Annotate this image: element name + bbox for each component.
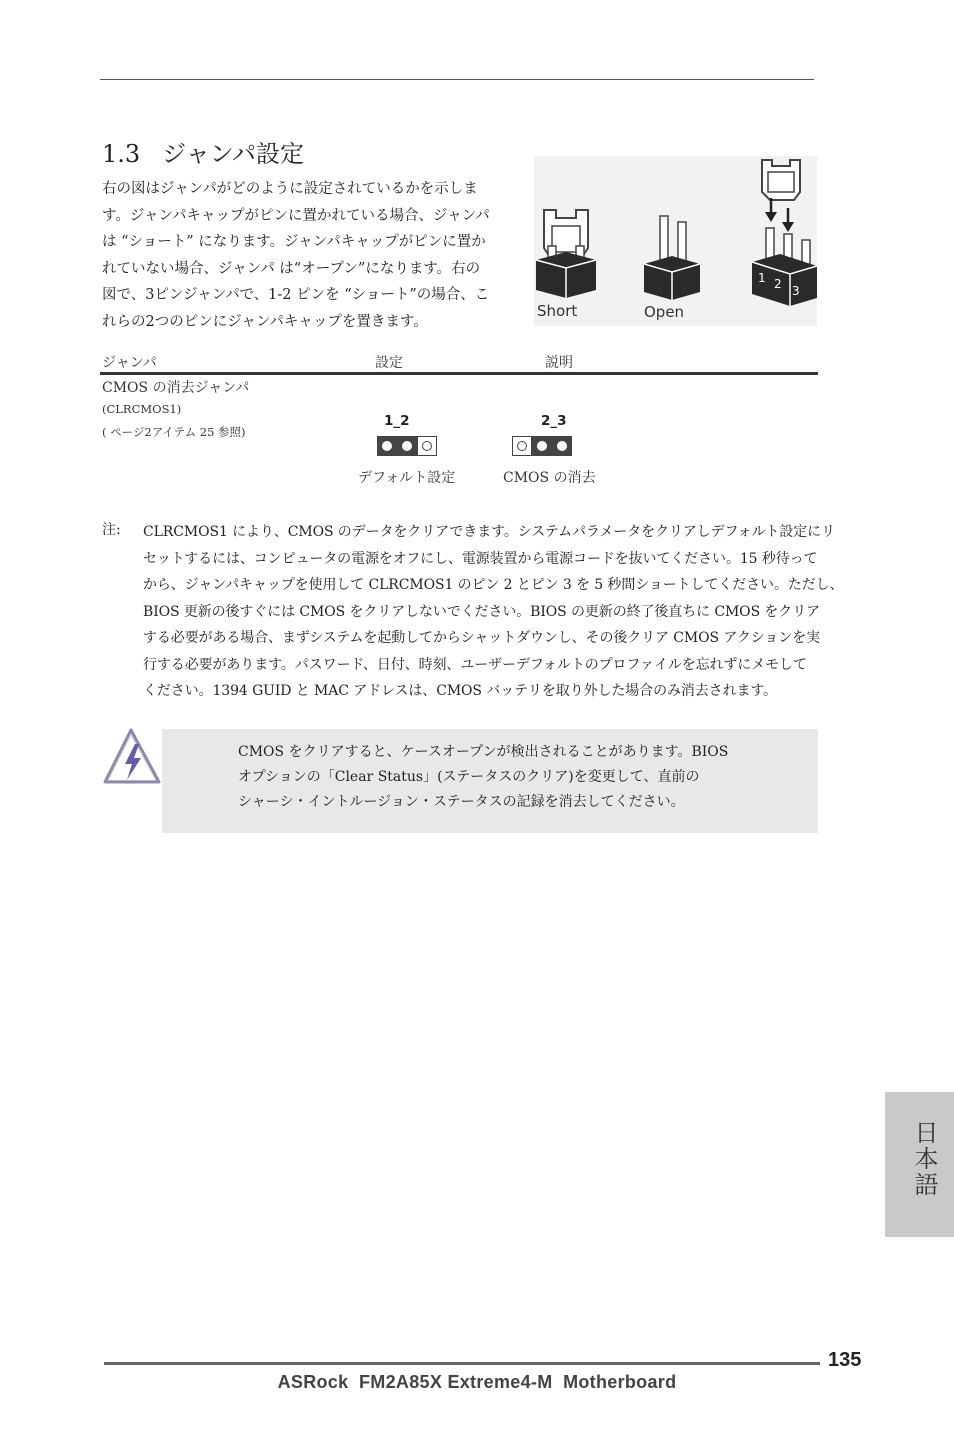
jumper-illustration-svg	[534, 156, 817, 326]
jumper-name: CMOS の消去ジャンパ	[102, 380, 250, 396]
open-jumper-drawing	[644, 216, 700, 300]
caution-text	[238, 740, 798, 815]
page-number: 135	[828, 1349, 862, 1371]
note-body	[143, 519, 844, 705]
setting-a-pins	[377, 436, 437, 456]
pin-number-3: 3	[792, 284, 800, 298]
top-rule	[100, 79, 814, 80]
header-jumper: ジャンパ	[102, 355, 157, 371]
table-header-rule	[100, 372, 818, 375]
jumper-reference: ( ページ2アイテム 25 参照)	[102, 425, 246, 439]
intro-line: れらの2つのピンにジャンパキャップを置きます。	[102, 313, 428, 330]
caution-line: オプションの「Clear Status」(ステータスのクリア)を変更して、直前の	[238, 769, 700, 785]
short-label: Short	[537, 302, 578, 320]
section-number: 1.3	[102, 140, 141, 168]
intro-line: 右の図はジャンパがどのように設定されているかを示しま	[102, 181, 478, 197]
jumper-code: (CLRCMOS1)	[102, 402, 182, 416]
header-description: 説明	[545, 355, 573, 371]
jumper-illustration	[534, 156, 817, 326]
note-line: する必要がある場合、まずシステムを起動してからシャットダウンし、その後クリア CMOS アクションを実	[143, 630, 820, 646]
section-title-text: ジャンパ設定	[162, 140, 305, 168]
setting-b-pins	[512, 436, 572, 456]
note-line: BIOS 更新の後すぐには CMOS をクリアしないでください。BIOS の更新の終了後直ちに CMOS をクリア	[143, 603, 821, 620]
intro-line: は “ショート” になります。ジャンパキャップがピンに置か	[102, 234, 486, 250]
short-jumper-drawing	[536, 210, 596, 298]
note-line: セットするには、コンピュータの電源をオフにし、電源装置から電源コードを抜いてください。15 秒待って	[143, 550, 818, 567]
pin-shorted	[377, 436, 397, 456]
pin-number-2: 2	[774, 277, 782, 291]
pin-open	[512, 436, 532, 456]
pin-shorted	[532, 436, 552, 456]
pin-shorted	[552, 436, 572, 456]
section-title	[102, 134, 304, 169]
setting-b-caption: CMOS の消去	[503, 470, 596, 486]
note-line: 行する必要があります。パスワード、日付、時刻、ユーザーデフォルトのプロファイルを忘れずにメモして	[143, 656, 807, 673]
intro-line: す。ジャンパキャップがピンに置かれている場合、ジャンパ	[102, 207, 490, 224]
intro-line: れていない場合、ジャンパ は“オープン”になります。右の	[102, 260, 481, 277]
pin-shorted	[397, 436, 417, 456]
note-label: 注:	[102, 522, 121, 538]
caution-line: シャーシ・イントルージョン・ステータスの記録を消去してください。	[238, 794, 685, 810]
three-pin-jumper-drawing	[752, 160, 817, 306]
footer-rule	[104, 1362, 820, 1365]
warning-lightning-icon	[101, 728, 163, 788]
open-label: Open	[644, 303, 685, 321]
note-line: から、ジャンパキャップを使用して CLRCMOS1 のピン 2 とピン 3 を 5 秒間ショートしてください。ただし、	[143, 577, 844, 593]
language-tab-label: 日本語	[910, 1120, 938, 1198]
intro-paragraph	[102, 176, 514, 335]
language-tab	[885, 1092, 954, 1237]
header-setting: 設定	[375, 355, 403, 371]
setting-b-label: 2_3	[541, 413, 567, 429]
setting-a-label: 1_2	[384, 413, 410, 429]
note-line: CLRCMOS1 により、CMOS のデータをクリアできます。システムパラメータをクリアしデフォルト設定にリ	[143, 524, 835, 540]
pin-open	[417, 436, 437, 456]
caution-line: CMOS をクリアすると、ケースオープンが検出されることがあります。BIOS	[238, 744, 729, 760]
note-line: ください。1394 GUID と MAC アドレスは、CMOS バッテリを取り外した場合のみ消去されます。	[143, 683, 778, 699]
setting-a-caption: デフォルト設定	[358, 470, 456, 486]
pin-number-1: 1	[758, 271, 766, 285]
footer-title: ASRock FM2A85X Extreme4-M Motherboard	[277, 1372, 677, 1392]
intro-line: 図で、3ピンジャンパで、1-2 ピンを “ショート”の場合、こ	[102, 287, 490, 303]
